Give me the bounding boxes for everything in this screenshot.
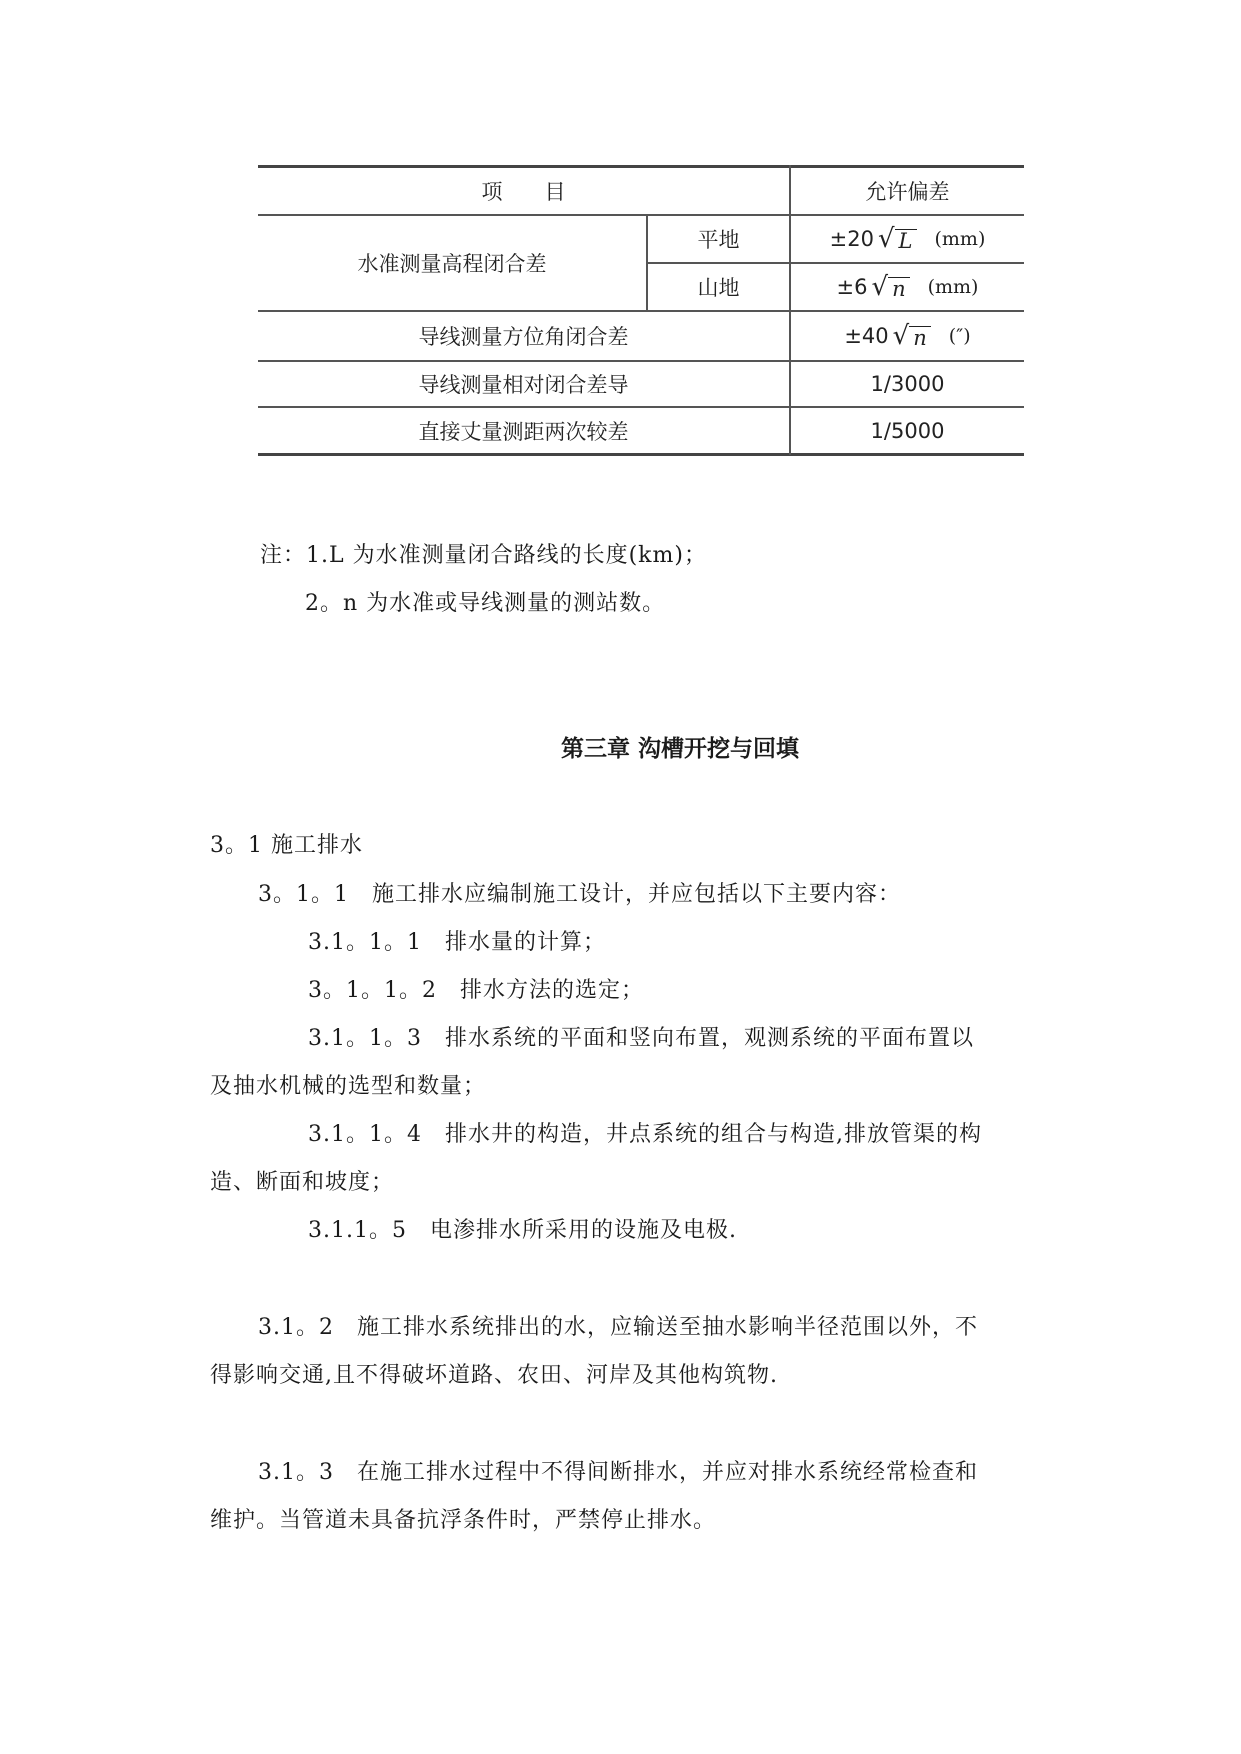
tolerance-value: ±6 (836, 275, 868, 299)
tolerance-table (258, 165, 1024, 458)
tolerance-value: ±20 (829, 227, 874, 251)
table-row-label: 导线测量方位角闭合差 (418, 325, 629, 349)
square-root-symbol: √ n (889, 323, 931, 349)
table-cell-tolerance (791, 216, 1024, 262)
paragraph: 3。1。1。2 排水方法的选定； (308, 978, 644, 1003)
paragraph: 3.1。1。1 排水量的计算； (308, 930, 606, 955)
table-header-item: 项 目 (481, 179, 566, 204)
paragraph: 维护。当管道未具备抗浮条件时，严禁停止排水。 (210, 1508, 717, 1533)
paragraph: 得影响交通,且不得破坏道路、农田、河岸及其他构筑物. (210, 1363, 778, 1388)
paragraph: 3.1。3 在施工排水过程中不得间断排水，并应对排水系统经常检查和 (258, 1460, 978, 1485)
paragraph: 3.1。1。3 排水系统的平面和竖向布置，观测系统的平面布置以 (308, 1026, 974, 1051)
square-root-symbol: √ L (874, 226, 917, 252)
chapter-title: 第三章 沟槽开挖与回填 (561, 736, 800, 762)
tolerance-value: ±40 (844, 324, 889, 348)
unit: (mm) (934, 228, 986, 250)
table-row-label: 直接丈量测距两次较差 (418, 419, 629, 444)
paragraph: 3.1。1。4 排水井的构造，井点系统的组合与构造,排放管渠的构 (308, 1122, 982, 1147)
paragraph: 3。1。1 施工排水应编制施工设计，并应包括以下主要内容： (258, 882, 901, 907)
radicand: n (909, 326, 931, 349)
table-subrow-label: 平地 (697, 228, 740, 252)
table-note: 2。n 为水准或导线测量的测站数。 (305, 591, 666, 616)
table-note: 注：1.L 为水准测量闭合路线的长度(km)； (260, 543, 707, 568)
paragraph: 及抽水机械的选型和数量； (210, 1074, 487, 1099)
table-header-tolerance: 允许偏差 (865, 179, 950, 204)
paragraph: 3.1。2 施工排水系统排出的水，应输送至抽水影响半径范围以外，不 (258, 1315, 978, 1340)
table-cell-tolerance: 1/5000 (870, 418, 945, 443)
square-root-symbol: √ n (868, 274, 910, 300)
radicand: L (895, 229, 917, 252)
table-cell-tolerance (791, 312, 1024, 360)
table-cell-tolerance (791, 264, 1024, 310)
table-bottom-rule (258, 453, 1024, 456)
paragraph: 3.1.1。5 电渗排水所采用的设施及电极. (308, 1218, 737, 1243)
radicand: n (888, 277, 910, 300)
section-title: 3。1 施工排水 (210, 833, 363, 858)
table-subrow-label: 山地 (697, 276, 740, 300)
unit: (″) (948, 325, 971, 347)
table-row-label: 水准测量高程闭合差 (357, 252, 547, 276)
paragraph: 造、断面和坡度； (210, 1170, 395, 1195)
table-cell-tolerance: 1/3000 (870, 372, 945, 396)
unit: (mm) (927, 276, 979, 298)
table-row-label: 导线测量相对闭合差导 (418, 373, 629, 397)
